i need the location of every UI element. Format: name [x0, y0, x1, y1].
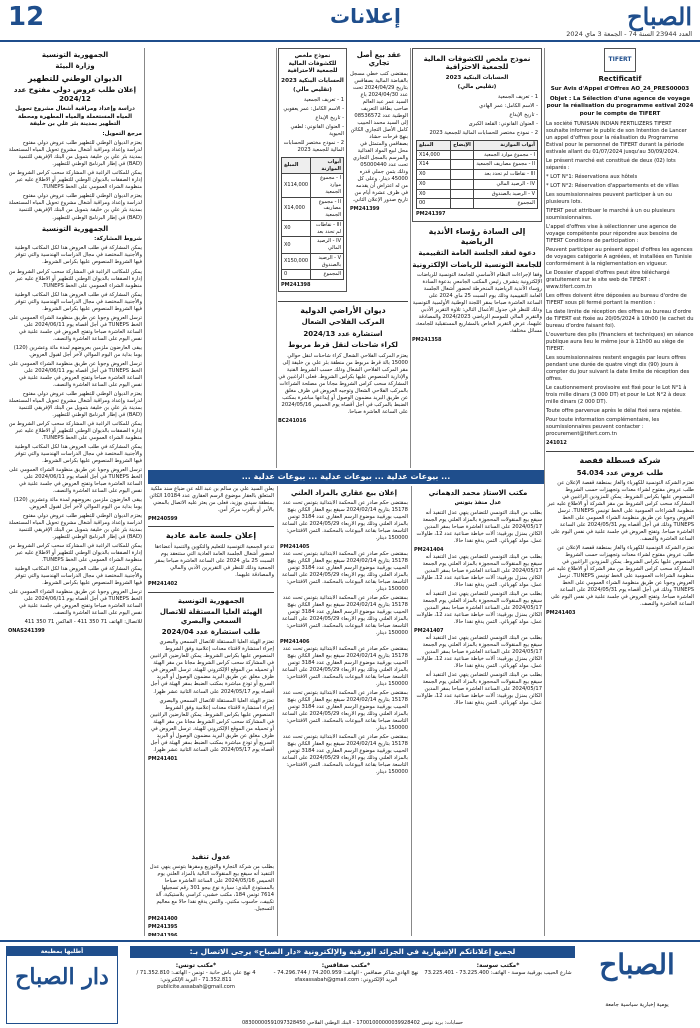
court-body: بمقتضى حكم صادر عن المحكمة الابتدائية بتونس تحت عدد 15178 بتاريخ 2024/02/14 سيقع بيع العقار الكائن بنهج الحبيب بورقيبة موضوع الرسم العقاري عدد 3184 تونس بالمزاد العلني وذلك يوم الاربعاء 2024/05/29 على الساعة التاسعة صباحا بقاعة البيوعات بالمحكمة. الثمن الافتتاحي: 150000 دينار. — [281, 500, 408, 542]
table-row: IV - الرصيد المالي X0 — [282, 237, 344, 254]
onas-paragraph: ترسل العروض وجوبا عن طريق منظومة الشراء العمومي على الخط TUNEPS في أجل أقصاه يوم 2024/06/11 على الساعة العاشرة صباحا وتفتح العروض في جلسة علنية في نفس اليوم على الساعة العاشرة والنصف. — [9, 314, 142, 342]
tifert-paragraph: Toute offre parvenue après le délai fixé sera rejetée. — [546, 408, 682, 415]
gafsa-subtitle: طلب عروض عدد 54.034 — [576, 468, 664, 477]
assembly-title: إعلان جلسة عامة عادية — [165, 531, 257, 541]
haica-tender: طلب استشارة عدد 2024/04 — [161, 628, 261, 636]
ad-code: PM241406 — [280, 639, 310, 646]
ad-code: PM241400 — [148, 915, 178, 922]
section-title: إعلانات — [330, 4, 401, 28]
ad-code: PM241405 — [280, 544, 310, 551]
onas-contact: للاتصال: الهاتف 71 350 411 - الفاكس 71 350 411 — [24, 619, 142, 626]
ad-code: PM241396 — [148, 933, 178, 936]
financial-summary-right — [412, 48, 542, 222]
gafsa-title: شركة قسطلة قفصة — [579, 455, 661, 465]
footer-accounts: حسابات: بريد تونس 17001000000039928402 - البنك الوطني الفلاحي 08300000591097328450 — [241, 1020, 464, 1026]
office-tunis — [122, 962, 270, 1020]
tifert-paragraph: Pour toute information complémentaire, les soumissionnaires peuvent contacter : procurement@tifert.com.tn — [546, 417, 660, 438]
court-body: بمقتضى حكم صادر عن المحكمة الابتدائية بتونس تحت عدد 15178 بتاريخ 2024/02/14 سيقع بيع العقار الكائن بنهج الحبيب بورقيبة موضوع الرسم العقاري عدد 3184 تونس بالمزاد العلني وذلك يوم الاربعاء 2024/05/29 على الساعة التاسعة صباحا بقاعة البيوعات بالمحكمة. الثمن الافتتاحي: 150000 دينار. — [281, 646, 408, 688]
onas-paragraph: يعتزم الديوان الوطني للتطهير طلب عروض دولي مفتوح لدراسة وإعداد ومراقبة أشغال مشروع تحويل المياه المستعملة بمدينة بئر علي بن خليفة بتمويل من البنك الإفريقي للتنمية (BAD) في إطار البرنامج الوطني للتطهير. — [8, 390, 142, 418]
ad-code: PM240599 — [148, 515, 178, 522]
column-tifert — [546, 48, 694, 936]
onas-header: الجمهورية التونسية — [41, 51, 109, 59]
haica-body: تعتزم الهيئة العليا المستقلة للاتصال السمعي والبصري إجراء استشارة لاقتناء معدات إعلامية وفق الشروط المنصوص عليها بكراس الشروط. يمكن للعارضين الراغبين في المشاركة سحب كراس الشروط مجانا من مقر الهيئة أو تحميله من الموقع الإلكتروني للهيئة. ترسل العروض في ظرف مغلق عن طريق البريد مضمون الوصول أو البريد السريع أو تودع مباشرة بمكتب الضبط بمقر الهيئة في أجل أقصاه يوم 2024/05/17 على الساعة الثانية عشر ظهرا. — [150, 697, 274, 753]
court-body: بمقتضى حكم صادر عن المحكمة الابتدائية بتونس تحت عدد 15178 بتاريخ 2024/02/14 سيقع بيع العقار الكائن بنهج الحبيب بورقيبة موضوع الرسم العقاري عدد 3184 تونس بالمزاد العلني وذلك يوم الاربعاء 2024/05/29 على الساعة التاسعة صباحا بقاعة البيوعات بالمحكمة. الثمن الافتتاحي: 150000 دينار. — [281, 551, 408, 593]
footer-tagline: يومية إخبارية سياسية جامعة — [605, 1002, 669, 1008]
assembly-body: تدعو الجمعية التونسية للتعليم والتكوين والتنمية أعضاءها لحضور أشغال الجلسة العامة العادية التي ستنعقد يوم السبت 25 ماي 2024 على الساعة العاشرة صباحا بمقر الجمعية وذلك للنظر في التقريرين الأدبي والمالي والمصادقة عليهما. — [154, 544, 274, 579]
tifert-paragraph: Le présent marché est constitué de deux (02) lots séparés : — [546, 157, 676, 171]
sports-subtitle: للجامعة التونسية للرياضات الإلكترونية — [412, 260, 542, 269]
onas-paragraph: يبقى العارضون ملزمين بعروضهم لمدة مائة وعشرين (120) يوما بداية من اليوم الموالي لآخر أجل لقبول العروض. — [13, 344, 142, 358]
onas-ministry: وزارة البيئة — [55, 62, 95, 71]
tifert-logo: TIFERT — [604, 48, 636, 72]
ad-code: PM241358 — [412, 337, 442, 344]
page-number: 12 — [8, 2, 45, 32]
financial-subtitle: (تقليص مالي) — [293, 87, 332, 94]
tifert-paragraph: Les soumissionnaires restent engagés par leurs offres pendant une durée de quatre vingt dix (90) jours à compter du jour suivant la date limite de réception des offres. — [546, 355, 690, 383]
financial-field: - الاسم الكامل: عمر يعقوبي — [283, 105, 344, 112]
business-sale-body: بمقتضى كتب خطي مسجل بالقباضة المالية بصفاقس بتاريخ 2024/04/29 تحت عدد 2024/04/30 باع السيد عمر عبد العالم صاحب بطاقة التعريف الوطنية عدد 08536572 إلى السيد محمد الحبيب كامل الأصل التجاري الكائن بنهج فرحات حشاد بصفاقس والمتمثل في محل لبيع المواد الغذائية والمرسم بالسجل التجاري تحت عدد 05000440 وذلك بثمن جملي قدره 45000 دينار. وعلى كل من له اعتراض أن يقدمه في ظرف عشرة أيام من تاريخ صدور الإعلان الثاني. — [350, 70, 408, 204]
court-body: بطلب من البنك التونسي للتضامن ينهي عدل التنفيذ أنه سيقع بيع المنقولات المحجوزة بالمزاد العلني يوم الجمعة 2024/05/17 على الساعة العاشرة صباحا بمقر المدين الكائن بمنزل بورقيبة: آلات خياطة صناعية عدد 12، طاولات عمل، مولد كهربائي. الثمن يدفع نقدا حالا. — [416, 590, 542, 625]
office-subtitle: المركب الفلاحي الشعال — [301, 318, 385, 327]
court-body: بطلب من البنك التونسي للتضامن ينهي عدل التنفيذ أنه سيقع بيع المنقولات المحجوزة بالمزاد العلني يوم الجمعة 2024/05/17 على الساعة العاشرة صباحا بمقر المدين الكائن بمنزل بورقيبة: آلات خياطة صناعية عدد 12، طاولات عمل، مولد كهربائي. الثمن يدفع نقدا حالا. — [416, 553, 542, 588]
ad-code: PM241402 — [148, 581, 178, 588]
tifert-lot: * LOT N°1: Réservations aux hôtels — [546, 173, 638, 180]
onas-title: الديوان الوطني للتطهير — [27, 73, 123, 83]
financial-subtitle: (تقليص مالي) — [457, 84, 497, 91]
office-title: *مكتب تونس: — [175, 962, 217, 969]
court-col-left — [148, 850, 274, 936]
financial-field: - الاسم الكامل: عمر الهادي — [479, 102, 538, 109]
financial-field: - تاريخ الإيداع — [315, 114, 344, 121]
ad-code: PM241399 — [350, 206, 380, 213]
financial-field: 2 - نموذج مختصر للحسابات المالية للجمعية 2023 — [429, 129, 538, 136]
court-subtitle: عدل منفذ بتونس — [454, 500, 502, 507]
table-row: II - مجموع مصاريف الجمعية X14,000 — [282, 197, 344, 220]
ad-code: BC241016 — [278, 417, 307, 424]
tifert-paragraph: Le Dossier d'appel d'offres peut être téléchargé gratuitement sur le site web de TIFERT : www.tifert.com.tn — [546, 269, 670, 290]
court-body: بطلب من البنك التونسي للتضامن ينهي عدل التنفيذ أنه سيقع بيع المنقولات المحجوزة بالمزاد العلني يوم الجمعة 2024/05/17 على الساعة العاشرة صباحا بمقر المدين الكائن بمنزل بورقيبة: آلات خياطة صناعية عدد 12، طاولات عمل، مولد كهربائي. الثمن يدفع نقدا حالا. — [416, 671, 542, 706]
ad-code: PM241395 — [148, 924, 178, 931]
court-body: بمقتضى حكم صادر عن المحكمة الابتدائية بتونس تحت عدد 15178 بتاريخ 2024/02/14 سيقع بيع العقار الكائن بنهج الحبيب بورقيبة موضوع الرسم العقاري عدد 3184 تونس بالمزاد العلني وذلك يوم الاربعاء 2024/05/29 على الساعة التاسعة صباحا بقاعة البيوعات بالمحكمة. الثمن الافتتاحي: 150000 دينار. — [281, 595, 408, 637]
column-financial-right — [412, 48, 542, 468]
court-sales-banner: ... بيوعات عدلية ... بيوعات عدلية ... بيوعات عدلية ... — [148, 470, 544, 484]
onas-paragraph: يمكن للمكاتب الراغبة في المشاركة سحب كراس الشروط من إدارة الصفقات بالديوان الوطني للتطهير أو الاطلاع عليه عبر منظومة الشراء العمومي على الخط TUNEPS. — [8, 543, 142, 564]
financial-table: أبواب الموازنة الإيضاح المبلغ I - مجموع موارد الجمعية X14,000 II - مجموع مصاريف الجمعية X14 III - نقاطات لم تحدد بعد X0 IV - الرصيد المالي X0 V - الرصيد بالصندوق X0 المجموع 00 — [416, 140, 538, 209]
ad-code: 241012 — [546, 440, 567, 447]
financial-field: - العنوان القانوني: لطفي الحيوية — [290, 123, 344, 137]
haica-title: الهيئة العليا المستقلة للاتصال السمعي والبصري — [159, 608, 263, 625]
onas-paragraph: يمكن للمكاتب الراغبة في المشاركة سحب كراس الشروط من إدارة الصفقات بالديوان الوطني للتطهير أو الاطلاع عليه عبر منظومة الشراء العمومي على الخط TUNEPS. — [8, 420, 142, 441]
onas-paragraph: يعتزم الديوان الوطني للتطهير طلب عروض دولي مفتوح لدراسة وإعداد ومراقبة أشغال مشروع تحويل المياه المستعملة بمدينة بئر علي بن خليفة بتمويل من البنك الإفريقي للتنمية (BAD) في إطار البرنامج الوطني للتطهير. — [8, 193, 142, 221]
court-body: بمقتضى حكم صادر عن المحكمة الابتدائية بتونس تحت عدد 15178 بتاريخ 2024/02/14 سيقع بيع العقار الكائن بنهج الحبيب بورقيبة موضوع الرسم العقاري عدد 3184 تونس بالمزاد العلني وذلك يوم الاربعاء 2024/05/29 على الساعة التاسعة صباحا بقاعة البيوعات بالمحكمة. الثمن الافتتاحي: 150000 دينار. — [281, 690, 408, 732]
business-sale-ad — [350, 48, 408, 297]
financial-subtitle: الحسابات البنكية 2023 — [281, 77, 344, 84]
brand-box-top: أطلبها بمطبعة — [7, 947, 117, 956]
table-row: IV - الرصيد المالي X0 — [417, 179, 538, 189]
tifert-paragraph: L'ouverture des plis (financiers et techniques) en séance publique aura lieu le même jour à 11h00 au siège de TIFERT. — [546, 332, 694, 353]
onas-heading: مرجع التمويل: — [102, 130, 142, 137]
ad-code: PM241403 — [546, 610, 576, 617]
ad-code: PM241398 — [281, 282, 311, 289]
onas-paragraph: يعتزم الديوان الوطني للتطهير طلب عروض دولي مفتوح لدراسة وإعداد ومراقبة أشغال مشروع تحويل المياه المستعملة بمدينة بئر علي بن خليفة بتمويل من البنك الإفريقي للتنمية (BAD) في إطار البرنامج الوطني للتطهير. — [8, 513, 142, 541]
financial-summary-left — [278, 48, 347, 297]
business-sale-title: عقد بيع أصل تجاري — [356, 51, 402, 68]
issue-info: العدد 23944 السنة 74 - الجمعة 3 ماي 2024 — [566, 30, 692, 38]
financial-title: نموذج ملخص للكشوفات المالية للجمعية الاحترافية — [287, 53, 338, 75]
footer-brand-box — [6, 946, 118, 1024]
onas-paragraph: يمكن المشاركة في طلب العروض هذا لكل المكاتب الوطنية والأجنبية المختصة في مجال الدراسات الهندسية والتي تتوفر فيها الشروط المنصوص عليها بكراس الشروط. — [14, 443, 142, 464]
financial-table: أبواب الموازنة المبلغ I - مجموع موارد الجمعية X114,000 II - مجموع مصاريف الجمعية X14,000 III - نقاطات لم تحدد بعد X0 IV - الرصيد المالي X0 V - الرصيد بالصندوق X150,000 المجموع 0 — [281, 157, 344, 280]
tifert-subtitle: Sur Avis d'Appel d'Offres AO_24_PRES00003 — [550, 86, 690, 93]
court-title: مكتب الاستاذ محمد الدهماني — [428, 489, 528, 497]
office-title: ديوان الأراضي الدولية — [300, 305, 386, 315]
tifert-object: Objet : La Sélection d'une agence de voyage pour la réalisation du programme estival 2024 pour le compte de TIFERT — [546, 95, 694, 118]
newspaper-logo: الصباح — [627, 2, 692, 31]
ad-code: PM241407 — [414, 627, 444, 634]
onas-paragraph: يمكن للمكاتب الراغبة في المشاركة سحب كراس الشروط من إدارة الصفقات بالديوان الوطني للتطهير أو الاطلاع عليه عبر منظومة الشراء العمومي على الخط TUNEPS. — [8, 268, 142, 289]
table-row: V - الرصيد بالصندوق X0 — [417, 189, 538, 199]
onas-paragraph: يمكن للمكاتب الراغبة في المشاركة سحب كراس الشروط من إدارة الصفقات بالديوان الوطني للتطهير أو الاطلاع عليه عبر منظومة الشراء العمومي على الخط TUNEPS. — [8, 170, 142, 191]
gafsa-body: تعتزم الشركة التونسية للكهرباء والغاز بمنطقة قفصة الإعلان عن طلب عروض مفتوح لشراء معدات وتجهيزات حسب الشروط المنصوص عليها بكراس الشروط. يمكن للمزودين الراغبين في المشاركة سحب كراس الشروط من مقر الشركة أو الاطلاع عليه عبر منظومة الشراءات العمومية على الخط تونبس TUNEPS. ترسل العروض وجوبا عن طريق منظومة الشراء العمومي على الخط TUNEPS وذلك في أجل أقصاه يوم 2024/05/31 على الساعة العاشرة صباحا. وتفتح العروض في جلسة علنية في نفس اليوم على الساعة العاشرة والنصف. — [547, 479, 694, 543]
haica-body: تعتزم الهيئة العليا المستقلة للاتصال السمعي والبصري إجراء استشارة لاقتناء معدات إعلامية وفق الشروط المنصوص عليها بكراس الشروط. يمكن للعارضين الراغبين في المشاركة سحب كراس الشروط مجانا من مقر الهيئة أو تحميله من الموقع الإلكتروني للهيئة. ترسل العروض في ظرف مغلق عن طريق البريد مضمون الوصول أو البريد السريع أو تودع مباشرة بمكتب الضبط بمقر الهيئة في أجل أقصاه يوم 2024/05/17 على الساعة الثانية عشر ظهرا. — [150, 639, 274, 695]
column-onas — [8, 48, 142, 936]
tifert-paragraph: Les soumissionnaires peuvent participer à un ou plusieurs lots. — [546, 191, 672, 205]
sports-subtitle: دعوة لعقد الجلسة العامة التقييمية — [418, 249, 536, 258]
ad-code: ONAS241399 — [8, 628, 45, 635]
table-row: III - نقاطات لم تحدد بعد X0 — [417, 170, 538, 180]
brand-box-logo: دار الصباح — [15, 964, 109, 990]
table-row: II - مجموع مصاريف الجمعية X14 — [417, 160, 538, 170]
court-body: بمقتضى حكم صادر عن المحكمة الابتدائية بتونس تحت عدد 15178 بتاريخ 2024/02/14 سيقع بيع العقار الكائن بنهج الحبيب بورقيبة موضوع الرسم العقاري عدد 3184 تونس بالمزاد العلني وذلك يوم الاربعاء 2024/05/29 على الساعة التاسعة صباحا بقاعة البيوعات بالمحكمة. الثمن الافتتاحي: 150000 دينار. — [281, 734, 408, 776]
ad-code: PM241397 — [416, 211, 446, 218]
court-title: إعلان بيع عقاري بالمزاد العلني — [290, 489, 398, 497]
court-body: بطلب من البنك التونسي للتضامن ينهي عدل التنفيذ أنه سيقع بيع المنقولات المحجوزة بالمزاد العلني يوم الجمعة 2024/05/17 على الساعة العاشرة صباحا بمقر المدين الكائن بمنزل بورقيبة: آلات خياطة صناعية عدد 12، طاولات عمل، مولد كهربائي. الثمن يدفع نقدا حالا. — [416, 509, 542, 544]
sports-body: وفقا لإجراءات النظام الأساسي للجامعة التونسية للرياضات الإلكترونية يتشرف رئيس المكتب الجامعي بدعوة السادة رؤساء الأندية الرياضية المنخرطة لحضور أشغال الجلسة العامة التقييمية وذلك يوم السبت 25 ماي 2024 على الساعة العاشرة صباحا بمقر اللجنة الوطنية الأولمبية التونسية وذلك للنظر في جدول الأعمال التالي: تلاوة التقرير الأدبي والتقرير المالي للموسم الرياضي 2024/2023 والمصادقة عليهما، عرض التقرير الخاص بالمشاريع المستقبلية للجامعة، مسائل مختلفة. — [412, 271, 542, 335]
tifert-title: Rectificatif — [598, 75, 642, 83]
footer-logo: الصباح — [599, 948, 675, 981]
onas-heading: شروط المشاركة: — [94, 235, 142, 242]
office-details: 4 نهج علي باش حانبة - تونس - الهاتف: 71.352.810 / 71.352.811 - البريد الإلكتروني: publicite.assabah@gmail.com — [136, 970, 256, 991]
table-row: V - الرصيد بالصندوق X150,000 — [282, 253, 344, 270]
court-col-right — [414, 486, 542, 936]
financial-field: - تاريخ الإيداع — [509, 111, 538, 118]
onas-paragraph: ترسل العروض وجوبا عن طريق منظومة الشراء العمومي على الخط TUNEPS في أجل أقصاه يوم 2024/06/11 على الساعة العاشرة صباحا وتفتح العروض في جلسة علنية في نفس اليوم على الساعة العاشرة والنصف. — [9, 360, 142, 388]
table-row: I - مجموع موارد الجمعية X114,000 — [282, 174, 344, 197]
financial-field: 1 - تعريف الجمعية — [304, 96, 344, 103]
onas-paragraph: يعتزم الديوان الوطني للتطهير طلب عروض دولي مفتوح لدراسة وإعداد ومراقبة أشغال مشروع تحويل المياه المستعملة بمدينة بئر علي بن خليفة بتمويل من البنك الإفريقي للتنمية (BAD) في إطار البرنامج الوطني للتطهير. — [8, 140, 142, 168]
ad-code: PM241404 — [414, 547, 444, 554]
tifert-paragraph: L'appel d'offres vise à sélectionner une agence de voyage compétente pour répondre aux besoins de TIFERT Conditions de participation : — [546, 223, 678, 244]
onas-paragraph: ترسل العروض وجوبا عن طريق منظومة الشراء العمومي على الخط TUNEPS في أجل أقصاه يوم 2024/06/11 على الساعة العاشرة صباحا وتفتح العروض في جلسة علنية في نفس اليوم على الساعة العاشرة والنصف. — [9, 466, 142, 494]
office-body: يعتزم المركب الفلاحي الشعال كراء شاحنات لنقل حوالي 15000 بالة قرط مربوط من منطقة بئر علي بن خليفة إلى مقر المركب الفلاحي الشعال وذلك حسب الشروط الفنية والإدارية المنصوص عليها بكراس الشروط. فعلى الراغبين في المشاركة سحب كراس الشروط مجانا من مصلحة الشراءات بالمركب الفلاحي الشعال وتوجيه العروض في ظرف مغلق عن طريق البريد مضمون الوصول أو إيداعها مباشرة بمكتب الضبط بالمركب في أجل أقصاه يوم الخميس 2024/05/16 على الساعة العاشرة صباحا. — [278, 352, 408, 415]
office-details: نهج الهادي شاكر صفاقس - الهاتف: 74.200.959 / 74.296.744 - البريد الإلكتروني: sfaxassabah@gmail.com — [273, 970, 419, 984]
office-sfax-primary — [424, 962, 572, 1020]
court-col-mid — [280, 486, 408, 936]
tifert-paragraph: La date limite de réception des offres au bureau d'ordre de TIFERT est fixée au 20/05/2024 à 10h00 (le cachet du bureau d'ordre faisant foi). — [546, 308, 694, 329]
gafsa-tender — [546, 456, 694, 617]
onas-heading: الجمهورية التونسية — [41, 224, 109, 233]
tifert-lot: * LOT N°2: Réservation d'appartements et de villas — [546, 182, 679, 189]
page-footer — [0, 940, 700, 1028]
column-commerce — [278, 48, 408, 468]
onas-tender: إعلان طلب عروض دولي مفتوح عدد 2024/12 — [13, 86, 137, 103]
office-subtitle: لكراء شاحنات لنقل قرط مربوط — [288, 341, 398, 350]
gafsa-body: تعتزم الشركة التونسية للكهرباء والغاز بمنطقة قفصة الإعلان عن طلب عروض مفتوح لشراء معدات وتجهيزات حسب الشروط المنصوص عليها بكراس الشروط. يمكن للمزودين الراغبين في المشاركة سحب كراس الشروط من مقر الشركة أو الاطلاع عليه عبر منظومة الشراءات العمومية على الخط تونبس TUNEPS. ترسل العروض وجوبا عن طريق منظومة الشراء العمومي على الخط TUNEPS وذلك في أجل أقصاه يوم 2024/05/31 على الساعة العاشرة صباحا. وتفتح العروض في جلسة علنية في نفس اليوم على الساعة العاشرة والنصف. — [547, 545, 694, 608]
table-row: I - مجموع موارد الجمعية X14,000 — [417, 150, 538, 160]
onas-subject: دراسة وإعداد ومراقبة أشغال مشروع تحويل المياه المستعملة والمياه المطهرة ومحطة التطهير بمدينة بئر علي بن خليفة — [15, 106, 135, 128]
onas-paragraph: ترسل العروض وجوبا عن طريق منظومة الشراء العمومي على الخط TUNEPS في أجل أقصاه يوم 2024/06/11 على الساعة العاشرة صباحا وتفتح العروض في جلسة علنية في نفس اليوم على الساعة العاشرة والنصف. — [9, 589, 142, 617]
tifert-paragraph: Peuvent participer au présent appel d'offres les agences de voyages catégorie A agréées, et installées en Tunisie conformément à la réglementation en vigueur. — [546, 246, 693, 267]
office-title: *مكتب صفاقس: — [321, 962, 371, 969]
office-title: *مكتب سوسة: — [476, 962, 520, 969]
court-body: بطلب من شركة التجارة والتوزيع ومقرها بتونس ينهي عدل التنفيذ أنه سيقع بيع المنقولات التالية بالمزاد العلني يوم الخميس 2024/05/16 على الساعة العاشرة صباحا بالمستودع البلدي: سيارة نوع بيجو 301 رقم تسجيلها 7614 تونس 184، مكتب خشبي، كراسي بلاستيكية، آلة تكييف، حاسوب مكتبي. والثمن يدفع نقدا حالا مع معاليم التسجيل. — [149, 864, 274, 913]
tifert-paragraph: Le cautionnement provisoire est fixé pour le Lot N°1 à trois mille dinars (3 000 DT) et pour le Lot N°2 à deux mille dinars (2 000 DT). — [546, 385, 687, 406]
financial-field: 2 - نموذج مختصر للحسابات المالية للجمعية 2023 — [283, 139, 344, 153]
ad-code: PM241401 — [148, 755, 178, 762]
financial-title: نموذج ملخص للكشوفات المالية للجمعية الاحترافية — [423, 55, 531, 72]
lost-deed-body: يعلن السيد علي بن سالم بن عبد الله عن ضياع سند ملكية المتعلق بالعقار موضوع الرسم العقاري عدد 10184 الكائن بمنطقة سيدي بوزيد، فعلى من يعثر عليه الاتصال بالمعني بالأمر أو بأقرب مركز أمن. — [149, 485, 274, 513]
financial-subtitle: الحسابات البنكية 2023 — [445, 74, 509, 81]
footer-heading: لجميع إعلاناتكم الإشهارية في الجرائد الورقية والإلكترونية «دار الصباح» يرجى الاتصال بـ: — [130, 946, 575, 958]
onas-paragraph: يبقى العارضون ملزمين بعروضهم لمدة مائة وعشرين (120) يوما بداية من اليوم الموالي لآخر أجل لقبول العروض. — [13, 496, 142, 510]
page-header — [0, 0, 700, 42]
court-body: بطلب من البنك التونسي للتضامن ينهي عدل التنفيذ أنه سيقع بيع المنقولات المحجوزة بالمزاد العلني يوم الجمعة 2024/05/17 على الساعة العاشرة صباحا بمقر المدين الكائن بمنزل بورقيبة: آلات خياطة صناعية عدد 12، طاولات عمل، مولد كهربائي. الثمن يدفع نقدا حالا. — [416, 634, 542, 669]
financial-field: 1 - تعريف الجمعية — [498, 93, 538, 100]
sports-title: إلى السادة رؤساء الأندية الرياضية — [428, 226, 526, 246]
tifert-paragraph: TIFERT peut attribuer le marché à un ou plusieurs soumissionnaires. — [546, 207, 675, 221]
office-sfax — [272, 962, 420, 1020]
table-row: المجموع 0 — [282, 270, 344, 280]
onas-paragraph: يمكن المشاركة في طلب العروض هذا لكل المكاتب الوطنية والأجنبية المختصة في مجال الدراسات الهندسية والتي تتوفر فيها الشروط المنصوص عليها بكراس الشروط. — [14, 566, 142, 587]
table-row: III - نقاطات لم تحدد بعد X0 — [282, 220, 344, 237]
tifert-paragraph: Les offres doivent être déposées au bureau d'ordre de TIFERT sous pli fermé portant la mention : — [546, 292, 687, 306]
court-title: عدول تنفيذ — [191, 853, 231, 861]
financial-field: - العنوان القانوني: القلعة الكبرى — [468, 120, 538, 127]
office-subtitle: استشارة عدد 2024/13 — [303, 329, 383, 338]
table-row: المجموع 00 — [417, 199, 538, 209]
onas-paragraph: يمكن المشاركة في طلب العروض هذا لكل المكاتب الوطنية والأجنبية المختصة في مجال الدراسات الهندسية والتي تتوفر فيها الشروط المنصوص عليها بكراس الشروط. — [14, 291, 142, 312]
onas-paragraph: يمكن المشاركة في طلب العروض هذا لكل المكاتب الوطنية والأجنبية المختصة في مجال الدراسات الهندسية والتي تتوفر فيها الشروط المنصوص عليها بكراس الشروط. — [14, 245, 142, 266]
tifert-paragraph: La société TUNISIAN INDIAN FERTILIZERS TIFERT souhaite informer le public de son Intention de Lancer un appel d'offres pour la réalisation du Programme Estival pour le personnel de TIFERT durant la période estivale allant du 01/07/2024 jusqu'au 30/09/2024. — [546, 120, 687, 155]
haica-header: الجمهورية التونسية — [177, 596, 245, 605]
office-details: شارع الحبيب بورقيبة سوسة - الهاتف: 73.225.400 - 73.225.401 — [424, 970, 572, 977]
